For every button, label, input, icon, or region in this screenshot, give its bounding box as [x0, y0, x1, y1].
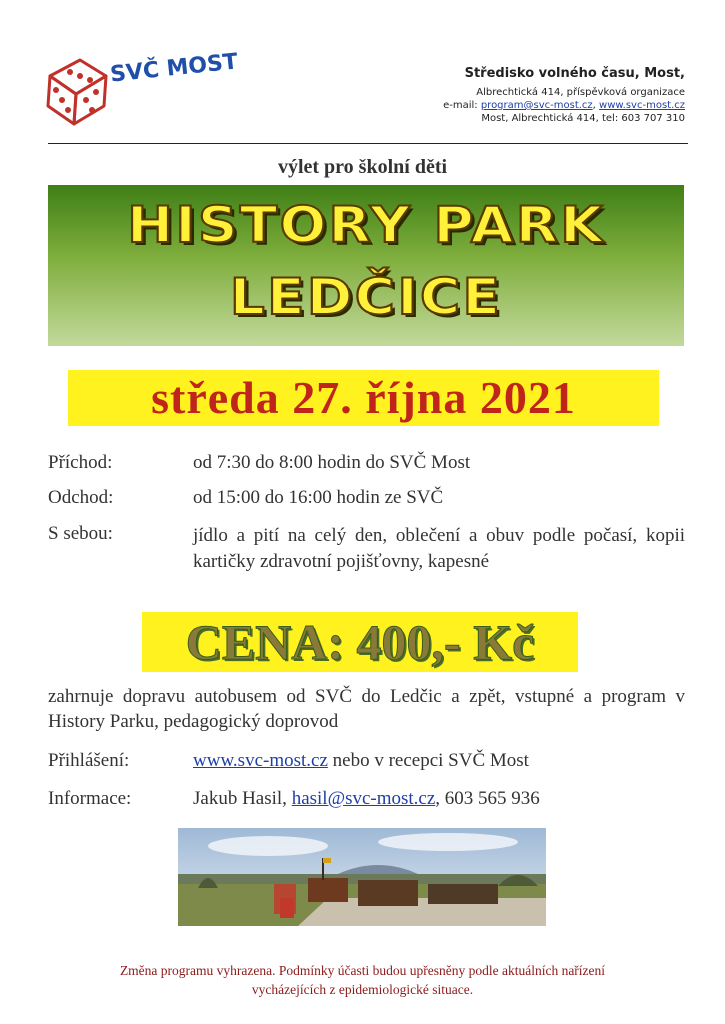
footer-line2: vycházejících z epidemiologické situace. — [251, 982, 474, 997]
org-address: Albrechtická 414, příspěvková organizace — [476, 87, 685, 98]
contact-phone: , 603 565 936 — [435, 788, 540, 809]
odchod-value: od 15:00 do 16:00 hodin ze SVČ — [193, 487, 444, 508]
banner-title-line2: LEDČICE — [229, 268, 503, 326]
footer-line1: Změna programu vyhrazena. Podmínky účasti budou upřesněny podle aktuálních nařízení — [119, 963, 606, 978]
email-separator: , — [592, 100, 596, 111]
prichod-value: od 7:30 do 8:00 hodin do SVČ Most — [193, 452, 471, 473]
registration-rest: nebo v recepci SVČ Most — [327, 750, 529, 771]
org-web-link[interactable]: www.svc-most.cz — [599, 100, 685, 111]
org-name: Středisko volného času, Most, — [464, 66, 685, 81]
org-contact: Most, Albrechtická 414, tel: 603 707 310 — [481, 113, 685, 124]
logo — [44, 50, 264, 130]
registration-link[interactable]: www.svc-most.cz — [193, 750, 328, 771]
contact-email-link[interactable]: hasil@svc-most.cz — [291, 788, 436, 809]
info-label: Informace: — [48, 788, 132, 809]
prichod-label: Příchod: — [48, 452, 113, 473]
price: CENA: 400,- Kč — [142, 612, 578, 672]
odchod-label: Odchod: — [48, 487, 114, 508]
banner-title-line1: HISTORY PARK — [127, 196, 605, 254]
org-email-line — [443, 100, 685, 111]
org-info — [443, 66, 685, 124]
subtitle: výlet pro školní děti — [277, 156, 448, 178]
logo-text: SVČ MOST — [109, 49, 240, 88]
sebou-label: S sebou: — [48, 523, 113, 544]
email-prefix: e-mail: — [443, 100, 478, 111]
dice-icon — [44, 50, 114, 130]
info-value — [193, 788, 540, 810]
org-email-link[interactable]: program@svc-most.cz — [480, 100, 593, 111]
header-divider — [48, 143, 688, 144]
footer-note — [40, 961, 685, 999]
price-includes: zahrnuje dopravu autobusem od SVČ do Ledčic a zpět, vstupné a program v History Parku, pedagogický doprovod — [48, 686, 685, 732]
sebou-value: jídlo a pití na celý den, oblečení a obuv podle počasí, kopii kartičky zdravotní pojišťovny, kapesné — [193, 525, 685, 572]
registration-value — [193, 750, 529, 772]
park-photo — [178, 828, 546, 926]
contact-name: Jakub Hasil, — [193, 788, 292, 809]
registration-label: Přihlášení: — [48, 750, 130, 771]
event-date: středa 27. října 2021 — [68, 370, 659, 426]
